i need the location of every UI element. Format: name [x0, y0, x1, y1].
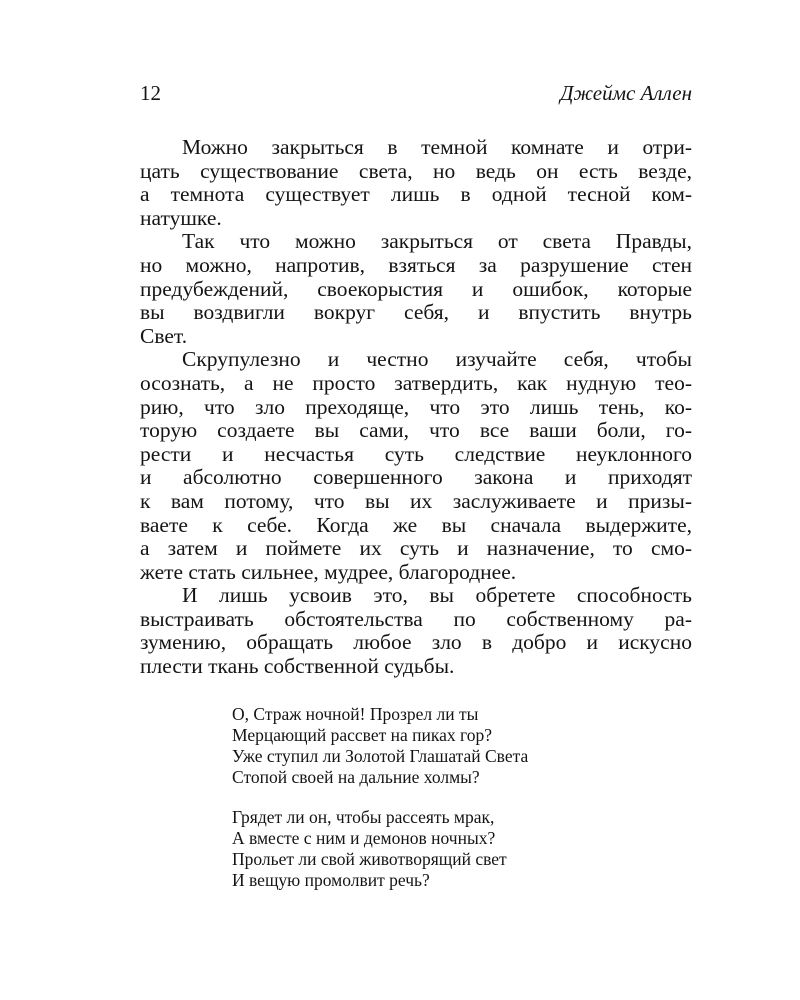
poem-stanza: [232, 807, 528, 891]
poem: [232, 704, 528, 891]
text-line: Так что можно закрыться от света Правды,: [182, 229, 692, 254]
text-line: зумению, обращать любое зло в добро и искусно: [140, 630, 692, 655]
text-line: натушке.: [140, 205, 222, 230]
text-line: и абсолютно совершенного закона и приходят: [140, 465, 692, 490]
poem-stanza: [232, 704, 528, 788]
poem-line: Грядет ли он, чтобы рассеять мрак,: [232, 807, 495, 827]
page-number: 12: [140, 81, 161, 105]
text-line: ваете к себе. Когда же вы сначала выдержите,: [140, 512, 692, 537]
text-line: рию, что зло преходяще, что это лишь тень, ко-: [140, 394, 692, 419]
text-line: Можно закрыться в темной комнате и отри-: [182, 135, 692, 159]
text-line: вы воздвигли вокруг себя, и впустить внутрь: [140, 300, 692, 325]
running-head-author: Джеймс Аллен: [560, 81, 692, 105]
paragraph: [140, 348, 692, 584]
text-line: предубеждений, своекорыстия и ошибок, которые: [140, 276, 692, 301]
text-line: а темнота существует лишь в одной тесной ком-: [140, 182, 692, 207]
text-line: торую создаете вы сами, что все ваши боли, го-: [140, 418, 692, 443]
text-line: осознать, а не просто затвердить, как нудную тео-: [140, 370, 692, 395]
paragraph: [140, 584, 692, 678]
poem-line: Прольет ли свой животворящий свет: [232, 849, 507, 869]
text-line: но можно, напротив, взяться за разрушение стен: [140, 252, 692, 277]
paragraph: [140, 230, 692, 348]
text-line: а затем и поймете их суть и назначение, то смо-: [140, 536, 692, 561]
text-line: плести ткань собственной судьбы.: [140, 654, 455, 679]
poem-line: Стопой своей на дальние холмы?: [232, 767, 480, 787]
text-line: рести и несчастья суть следствие неуклонного: [140, 441, 692, 466]
text-line: жете стать сильнее, мудрее, благороднее.: [140, 559, 517, 584]
text-line: к вам потому, что вы их заслуживаете и призы-: [140, 488, 692, 513]
poem-line: А вместе с ним и демонов ночных?: [232, 828, 496, 848]
body-text: [140, 136, 692, 679]
poem-line: И вещую промолвит речь?: [232, 870, 430, 890]
paragraph: [140, 136, 692, 230]
poem-line: Мерцающий рассвет на пиках гор?: [232, 725, 493, 745]
text-line: И лишь усвоив это, вы обретете способность: [182, 583, 692, 608]
poem-line: О, Страж ночной! Прозрел ли ты: [232, 704, 479, 724]
poem-line: Уже ступил ли Золотой Глашатай Света: [232, 746, 529, 766]
text-line: Скрупулезно и честно изучайте себя, чтобы: [182, 347, 692, 372]
text-line: цать существование света, но ведь он есть везде,: [140, 158, 692, 183]
text-line: выстраивать обстоятельства по собственному ра-: [140, 606, 692, 631]
text-line: Свет.: [140, 323, 188, 348]
